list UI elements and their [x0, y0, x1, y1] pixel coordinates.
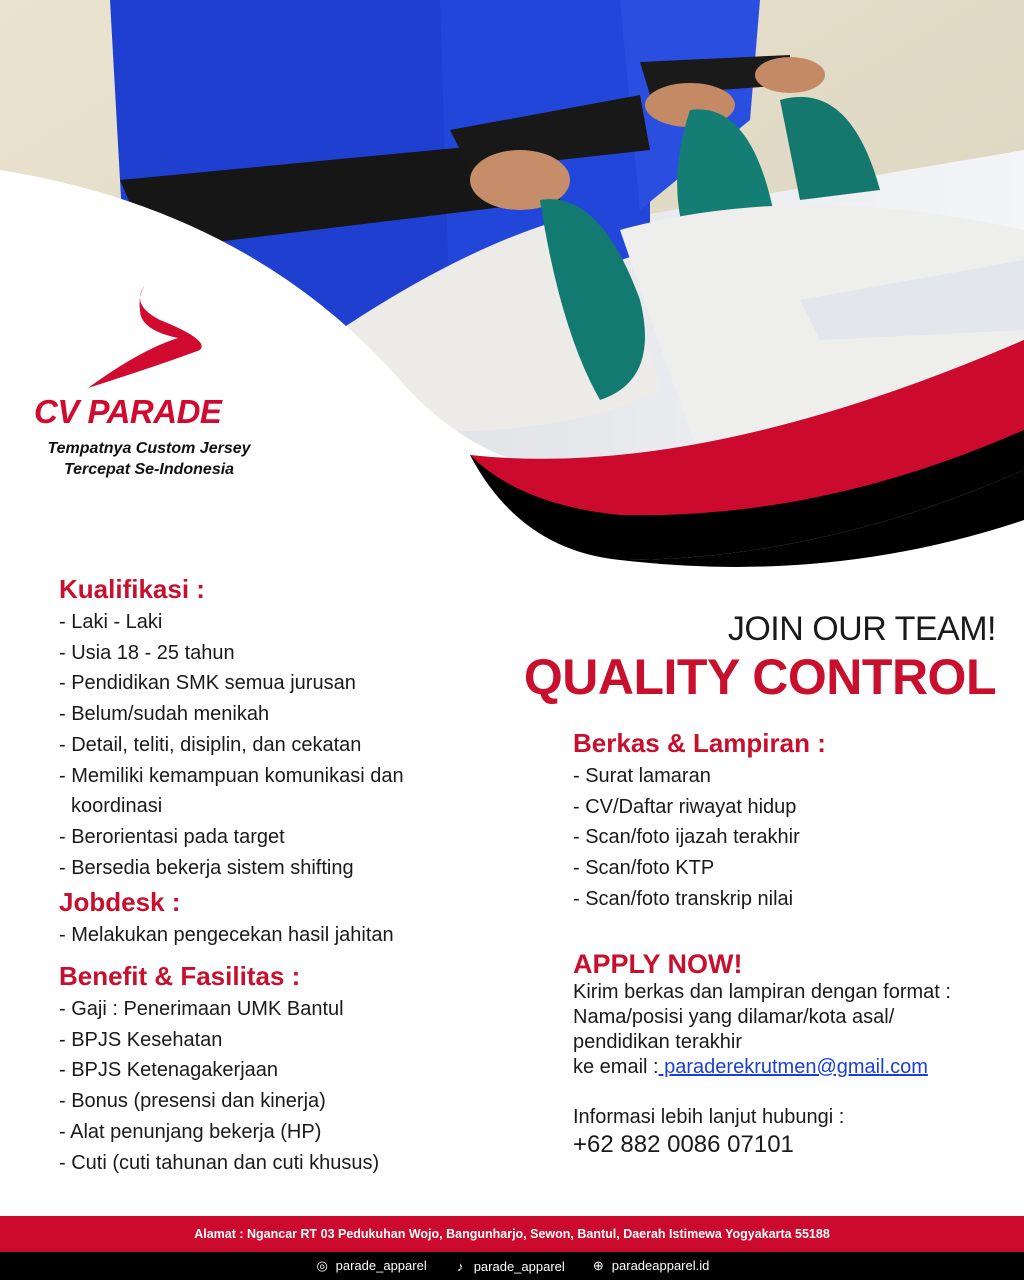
list-item: - Belum/sudah menikah	[59, 703, 270, 726]
apply-instruction-2: Nama/posisi yang dilamar/kota asal/	[573, 1006, 895, 1028]
social-bar	[0, 1252, 1024, 1280]
list-item: - Berorientasi pada target	[59, 825, 285, 848]
address-bar: Alamat : Ngancar RT 03 Pedukuhan Wojo, Bangunharjo, Sewon, Bantul, Daerah Istimewa Yogyakarta 55188	[0, 1216, 1024, 1252]
list-item: - Detail, teliti, disiplin, dan cekatan	[59, 733, 362, 756]
list-item: - Alat penunjang bekerja (HP)	[59, 1120, 322, 1143]
kualifikasi-heading: Kualifikasi :	[59, 574, 205, 604]
tiktok-link[interactable]	[453, 1259, 565, 1274]
website-link[interactable]	[591, 1258, 710, 1274]
email-line	[573, 1055, 1013, 1080]
join-our-team-heading: JOIN OUR TEAM!	[727, 610, 996, 648]
list-item: - Bersedia bekerja sistem shifting	[59, 856, 354, 879]
list-item: - BPJS Kesehatan	[59, 1028, 223, 1051]
cv-parade-logo-icon	[80, 280, 210, 390]
apply-instruction-3: pendidikan terakhir	[573, 1031, 742, 1053]
tiktok-handle: parade_apparel	[473, 1258, 565, 1274]
globe-icon: ⊕	[592, 1258, 604, 1273]
apply-instruction-1: Kirim berkas dan lampiran dengan format :	[573, 981, 951, 1003]
instagram-icon: ◎	[316, 1258, 328, 1273]
tiktok-icon: ♪	[456, 1258, 464, 1274]
list-item: - Memiliki kemampuan komunikasi dan koordinasi	[59, 764, 404, 818]
jobdesk-list	[59, 920, 479, 951]
benefit-list	[59, 994, 479, 1178]
email-link[interactable]: paraderekrutmen@gmail.com	[658, 1056, 928, 1078]
email-prefix: ke email :	[573, 1056, 659, 1078]
apply-section	[573, 948, 1013, 1157]
list-item: - Usia 18 - 25 tahun	[59, 641, 235, 664]
contact-info-label: Informasi lebih lanjut hubungi :	[573, 1106, 845, 1128]
tagline-line-1: Tempatnya Custom Jersey	[47, 440, 251, 457]
list-item: - Scan/foto ijazah terakhir	[573, 826, 800, 849]
list-item: - CV/Daftar riwayat hidup	[573, 795, 797, 818]
instagram-handle: parade_apparel	[335, 1258, 427, 1273]
list-item: - Bonus (presensi dan kinerja)	[59, 1090, 326, 1113]
list-item: - BPJS Ketenagakerjaan	[59, 1059, 279, 1082]
jobdesk-heading: Jobdesk :	[59, 887, 181, 918]
list-item: - Cuti (cuti tahunan dan cuti khusus)	[59, 1151, 380, 1174]
phone-number: +62 882 0086 07101	[573, 1131, 794, 1158]
berkas-section	[573, 728, 1013, 915]
tagline-line-2: Tercepat Se-Indonesia	[63, 461, 235, 478]
list-item: - Scan/foto transkrip nilai	[573, 887, 794, 910]
position-title: QUALITY CONTROL	[523, 649, 996, 705]
website-url: paradeapparel.id	[611, 1258, 710, 1273]
berkas-heading: Berkas & Lampiran :	[573, 728, 826, 758]
apply-heading: APPLY NOW!	[573, 949, 743, 979]
berkas-list	[573, 761, 1013, 915]
left-column	[59, 570, 479, 1178]
list-item: - Scan/foto KTP	[573, 857, 715, 880]
brand-name: CV PARADE	[34, 393, 222, 430]
brand-tagline	[34, 438, 264, 480]
instagram-link[interactable]	[315, 1258, 427, 1274]
list-item: - Surat lamaran	[573, 765, 711, 787]
kualifikasi-list	[59, 607, 479, 883]
list-item: - Melakukan pengecekan hasil jahitan	[59, 924, 394, 947]
list-item: - Gaji : Penerimaan UMK Bantul	[59, 998, 344, 1021]
list-item: - Pendidikan SMK semua jurusan	[59, 672, 356, 695]
list-item: - Laki - Laki	[59, 611, 163, 633]
benefit-heading: Benefit & Fasilitas :	[59, 961, 301, 992]
